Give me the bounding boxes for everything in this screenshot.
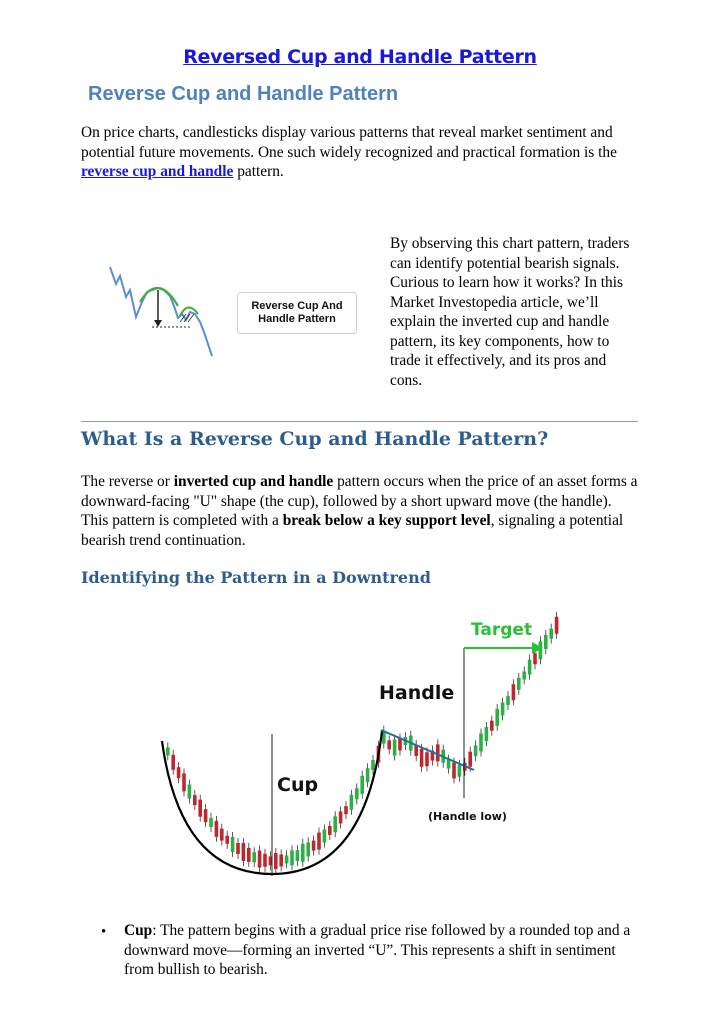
pattern-thumbnail	[100, 262, 220, 362]
candle	[366, 768, 370, 782]
candle	[220, 829, 224, 841]
candle	[425, 752, 429, 766]
bullet-description: : The pattern begins with a gradual price rise followed by a rounded top and a downward move—forming an inverted “U”. This represents a shift in sentiment from bullish to bearish.	[124, 922, 631, 978]
candle	[344, 806, 348, 814]
intro-text-before: On price charts, candlesticks display various patterns that reveal market sentiment and potential future movements. One such widely recognized and practical formation is the	[81, 124, 617, 161]
candle	[555, 617, 559, 634]
candle	[312, 841, 316, 851]
candle	[285, 855, 289, 863]
side-paragraph: By observing this chart pattern, traders can identify potential bearish signals. Curious to learn how it works? In this Market Investopedia article, we’ll explain the inverted cup and handle pattern, its key components, how to trade it effectively, and its pros and cons.	[390, 235, 630, 389]
candle	[512, 684, 516, 700]
cup-and-handle-chart	[100, 606, 570, 886]
handle-low-label: (Handle low)	[428, 810, 507, 823]
section-text-3: , signaling a potential bearish trend continuation.	[81, 512, 624, 549]
candle	[528, 660, 532, 675]
candle	[485, 727, 489, 741]
candle	[474, 745, 478, 756]
candle	[198, 800, 202, 817]
candle	[355, 788, 359, 799]
section-text-1: The reverse or	[81, 473, 174, 490]
candle	[317, 833, 321, 850]
candle	[263, 854, 267, 867]
candle	[458, 765, 462, 777]
intro-text-after: pattern.	[233, 163, 284, 180]
candle	[177, 767, 181, 778]
candle	[247, 848, 251, 862]
candle	[360, 776, 364, 794]
candle	[420, 749, 424, 767]
section-bold-1: inverted cup and handle	[173, 473, 334, 490]
candle	[296, 850, 300, 861]
subsection-heading: Identifying the Pattern in a Downtrend	[81, 568, 431, 587]
candle	[236, 843, 240, 854]
candle	[468, 752, 472, 767]
candle	[350, 795, 354, 810]
candle	[225, 836, 229, 844]
target-label: Target	[471, 620, 533, 640]
candle	[171, 755, 175, 770]
candle	[231, 837, 235, 852]
candle	[193, 795, 197, 805]
bullet-term: Cup	[124, 922, 153, 939]
candle	[209, 818, 213, 827]
candle	[398, 738, 402, 750]
candle	[258, 851, 262, 868]
section-text-2: pattern occurs when the price of an asset forms a downward-facing "U" shape (the cup), followed by a short upward move (the handle). This pattern is completed with a	[81, 473, 638, 529]
candle	[495, 709, 499, 726]
reverse-cup-and-handle-link[interactable]: reverse cup and handle	[81, 163, 234, 180]
candle	[539, 641, 543, 659]
candle	[301, 844, 305, 862]
candle	[452, 762, 456, 778]
candlestick-group	[166, 612, 558, 874]
handle-label: Handle	[379, 682, 455, 704]
candle	[328, 826, 332, 835]
candle	[242, 843, 246, 861]
candle	[506, 696, 510, 705]
candle	[387, 740, 391, 749]
candle	[371, 760, 375, 770]
cup-label: Cup	[277, 774, 319, 796]
candle	[479, 733, 483, 751]
candle	[490, 721, 494, 731]
label-line-1: Reverse Cup And	[251, 300, 343, 312]
section-paragraph	[81, 472, 641, 550]
candle	[544, 635, 548, 649]
candle	[517, 678, 521, 690]
label-line-2: Handle Pattern	[258, 313, 336, 325]
bullet-item-cup	[124, 921, 634, 980]
section-heading: What Is a Reverse Cup and Handle Pattern?	[81, 428, 549, 450]
candle	[333, 816, 337, 832]
candle	[274, 853, 278, 869]
document-title: Reversed Cup and Handle Pattern	[183, 46, 537, 68]
candle	[215, 821, 219, 837]
candle	[522, 671, 526, 679]
section-bold-2: break below a key support level	[282, 512, 491, 529]
candle	[279, 854, 283, 866]
candle	[306, 842, 310, 856]
candle	[393, 740, 397, 756]
candle	[290, 850, 294, 865]
section-divider	[81, 421, 638, 422]
thumb-arrow-head	[154, 320, 162, 327]
document-subtitle: Reverse Cup and Handle Pattern	[88, 83, 399, 105]
candle	[252, 852, 256, 862]
intro-paragraph	[81, 123, 641, 182]
candle	[323, 830, 327, 843]
candle	[188, 785, 192, 799]
pattern-label-box	[237, 292, 357, 334]
candle	[182, 773, 186, 791]
candle	[549, 629, 553, 639]
candle	[447, 760, 451, 769]
candle	[204, 809, 208, 822]
candle	[501, 702, 505, 715]
candle	[339, 811, 343, 823]
candle	[533, 653, 537, 664]
candle	[166, 747, 170, 755]
bullet-marker: •	[101, 924, 107, 940]
